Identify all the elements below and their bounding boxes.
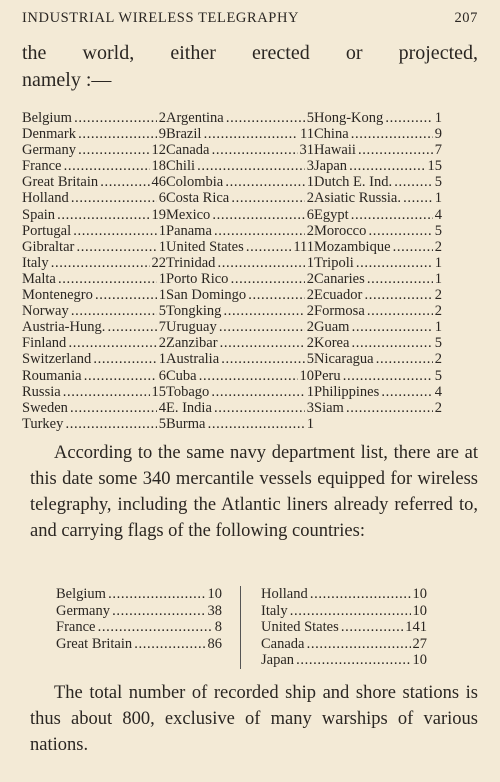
country-count: 2: [158, 110, 166, 126]
country-name: Hong-Kong . . .: [314, 110, 433, 126]
country-name: Panama . . .: [166, 223, 305, 239]
country-count: 1: [434, 190, 442, 207]
table-row: [166, 190, 314, 206]
table-row: [166, 303, 314, 319]
intro-text: [22, 40, 478, 94]
country-count: 46: [151, 174, 166, 191]
country-count: 5: [306, 110, 314, 126]
table-row: [56, 586, 222, 603]
vessel-column-1: [56, 586, 241, 669]
country-name: China . . .: [314, 126, 433, 142]
country-name: United States . . .: [166, 239, 291, 255]
country-count: 5: [158, 415, 166, 432]
country-count: 1: [158, 222, 166, 239]
table-row: [22, 207, 166, 223]
country-name: Germany . . .: [56, 603, 206, 620]
running-header: [22, 10, 478, 27]
page-number: 207: [454, 10, 478, 26]
country-name: Montenegro . . .: [22, 287, 157, 303]
country-count: 3: [306, 158, 314, 175]
table-row: [314, 223, 442, 239]
country-name: Chili . . .: [166, 158, 305, 174]
country-count: 2: [434, 287, 442, 304]
country-count: 1: [434, 319, 442, 336]
table-row: [166, 271, 314, 287]
table-row: [22, 303, 166, 319]
table-row: [56, 603, 222, 620]
intro-line-2: namely :—: [22, 69, 112, 91]
country-count: 1: [158, 287, 166, 304]
table-row: [314, 255, 442, 271]
country-count: 10: [299, 367, 314, 384]
country-name: Tripoli . . .: [314, 255, 433, 271]
country-count: 31: [299, 142, 314, 159]
country-name: Mozambique . . .: [314, 239, 433, 255]
country-name: Philippines . . .: [314, 384, 433, 400]
country-count: 1: [434, 110, 442, 126]
country-count: 2: [306, 190, 314, 207]
table-row: [166, 368, 314, 384]
country-count: 10: [412, 652, 427, 668]
country-count: 38: [207, 602, 222, 619]
country-count: 2: [434, 303, 442, 320]
country-count: 27: [412, 635, 427, 652]
running-title: INDUSTRIAL WIRELESS TELEGRAPHY: [22, 10, 300, 26]
table-row: [22, 174, 166, 190]
country-name: Russia . . .: [22, 384, 150, 400]
country-count: 7: [158, 319, 166, 336]
country-name: Canaries . . .: [314, 271, 433, 287]
table-row: [22, 416, 166, 432]
country-name: Korea . . .: [314, 335, 433, 351]
intro-word: projected,: [398, 42, 478, 64]
table-row: [166, 319, 314, 335]
country-count: 2: [306, 287, 314, 304]
table-row: [22, 126, 166, 142]
country-name: Finland . . .: [22, 335, 157, 351]
station-column-1: [22, 110, 166, 432]
intro-line-1: [22, 40, 478, 67]
country-count: 5: [434, 367, 442, 384]
table-row: [261, 619, 427, 636]
country-name: Trinidad . . .: [166, 255, 305, 271]
country-name: Morocco . . .: [314, 223, 433, 239]
table-row: [166, 287, 314, 303]
table-row: [56, 619, 222, 636]
table-row: [314, 368, 442, 384]
country-count: 8: [214, 619, 222, 635]
paragraph-mercantile-vessels: According to the same navy department list, there are at this date some 340 mercantile vessels equipped for wireless telegraphy, including the Atlantic liners already referred to, and carrying flags of the following countries:: [30, 443, 478, 541]
country-name: Japan . . .: [261, 652, 411, 669]
table-row: [22, 271, 166, 287]
country-count: 2: [306, 222, 314, 239]
country-name: Siam . . .: [314, 400, 433, 416]
country-name: Holland . . .: [261, 586, 411, 603]
country-name: San Domingo . . .: [166, 287, 305, 303]
country-name: Belgium . . .: [22, 110, 157, 126]
country-name: Cuba . . .: [166, 368, 298, 384]
country-count: 2: [306, 270, 314, 287]
country-name: Germany . . .: [22, 142, 150, 158]
country-name: Roumania . . .: [22, 368, 157, 384]
table-row: [314, 335, 442, 351]
country-name: Italy . . .: [22, 255, 150, 271]
intro-word: the: [22, 42, 47, 64]
country-count: 5: [158, 303, 166, 320]
table-row: [261, 652, 427, 669]
table-row: [314, 239, 442, 255]
country-name: Colombia . . .: [166, 174, 305, 190]
table-row: [166, 384, 314, 400]
country-count: 12: [151, 142, 166, 159]
table-row: [22, 142, 166, 158]
table-row: [22, 287, 166, 303]
country-name: Sweden . . .: [22, 400, 157, 416]
country-name: Guam . . .: [314, 319, 433, 335]
table-row: [314, 207, 442, 223]
country-count: 5: [434, 335, 442, 352]
table-row: [314, 142, 442, 158]
country-name: Italy . . .: [261, 603, 411, 620]
table-row: [22, 368, 166, 384]
country-name: E. India . . .: [166, 400, 305, 416]
country-name: Belgium . . .: [56, 586, 206, 603]
country-count: 5: [306, 351, 314, 368]
country-count: 4: [158, 399, 166, 416]
country-count: 19: [151, 206, 166, 223]
table-row: [56, 636, 222, 653]
table-row: [22, 158, 166, 174]
country-count: 11: [300, 126, 314, 143]
table-row: [261, 636, 427, 653]
country-name: Turkey . . .: [22, 416, 157, 432]
country-count: 10: [412, 602, 427, 619]
country-count: 1: [158, 351, 166, 368]
table-row: [166, 158, 314, 174]
country-count: 18: [151, 158, 166, 175]
paragraph-total-stations: The total number of recorded ship and shore stations is thus about 800, exclusive of many warships of various nations.: [30, 683, 478, 755]
country-count: 3: [306, 399, 314, 416]
table-row: [22, 351, 166, 367]
table-row: [314, 400, 442, 416]
country-name: Formosa . . .: [314, 303, 433, 319]
country-name: Australia . . .: [166, 351, 305, 367]
station-column-2: [166, 110, 314, 432]
intro-word: erected: [251, 42, 310, 64]
country-name: Great Britain . . .: [22, 174, 150, 190]
country-count: 6: [306, 206, 314, 223]
country-name: Nicaragua . . .: [314, 351, 433, 367]
vessel-table: [56, 586, 436, 669]
table-row: [314, 271, 442, 287]
country-name: France . . .: [22, 158, 150, 174]
country-name: France . . .: [56, 619, 213, 636]
table-row: [166, 400, 314, 416]
country-name: Austria-Hung. . . .: [22, 319, 157, 335]
table-row: [166, 335, 314, 351]
table-row: [314, 384, 442, 400]
country-name: Norway . . .: [22, 303, 157, 319]
table-row: [22, 223, 166, 239]
country-count: 15: [151, 383, 166, 400]
table-row: [261, 603, 427, 620]
country-count: 2: [306, 303, 314, 320]
country-name: Dutch E. Ind. . . .: [314, 174, 433, 190]
table-row: [166, 239, 314, 255]
table-row: [314, 110, 442, 126]
country-count: 86: [207, 635, 222, 652]
country-name: Argentina . . .: [166, 110, 305, 126]
country-name: Tongking . . .: [166, 303, 305, 319]
country-name: Zanzibar . . .: [166, 335, 305, 351]
country-count: 6: [158, 367, 166, 384]
country-count: 10: [207, 586, 222, 602]
table-row: [22, 319, 166, 335]
country-count: 111: [293, 238, 314, 255]
country-name: Japan . . .: [314, 158, 426, 174]
country-name: United States . . .: [261, 619, 403, 636]
country-count: 4: [434, 206, 442, 223]
country-name: Costa Rica . . .: [166, 190, 305, 206]
country-name: Porto Rico . . .: [166, 271, 305, 287]
country-name: Portugal . . .: [22, 223, 157, 239]
table-row: [22, 384, 166, 400]
table-row: [314, 158, 442, 174]
country-name: Malta . . .: [22, 271, 157, 287]
table-row: [166, 110, 314, 126]
table-row: [166, 351, 314, 367]
table-row: [166, 207, 314, 223]
country-name: Brazil . . .: [166, 126, 298, 142]
country-count: 1: [158, 238, 166, 255]
country-count: 9: [434, 126, 442, 143]
country-count: 2: [434, 399, 442, 416]
country-count: 1: [306, 254, 314, 271]
country-count: 1: [306, 383, 314, 400]
table-row: [22, 255, 166, 271]
country-name: Canada . . .: [261, 636, 411, 653]
country-name: Switzerland . . .: [22, 351, 157, 367]
country-name: Peru . . .: [314, 368, 433, 384]
country-count: 141: [405, 619, 427, 635]
country-name: Tobago . . .: [166, 384, 305, 400]
table-row: [314, 287, 442, 303]
country-count: 1: [306, 174, 314, 191]
table-row: [22, 110, 166, 126]
table-row: [22, 190, 166, 206]
country-name: Asiatic Russia. . . .: [314, 190, 433, 206]
country-count: 2: [306, 319, 314, 336]
country-name: Denmark . . .: [22, 126, 157, 142]
country-name: Uruguay . . .: [166, 319, 305, 335]
table-row: [314, 319, 442, 335]
country-count: 6: [158, 190, 166, 207]
country-count: 9: [158, 126, 166, 143]
table-row: [314, 303, 442, 319]
table-row: [314, 190, 442, 206]
country-count: 5: [434, 174, 442, 191]
country-count: 2: [434, 351, 442, 368]
table-row: [166, 142, 314, 158]
country-count: 22: [151, 254, 166, 271]
country-count: 1: [434, 254, 442, 271]
table-row: [166, 416, 314, 432]
country-count: 1: [158, 270, 166, 287]
country-count: 2: [158, 335, 166, 352]
table-row: [314, 351, 442, 367]
country-count: 1: [306, 415, 314, 432]
station-table: [22, 110, 482, 432]
intro-word: world,: [82, 42, 135, 64]
country-name: Holland . . .: [22, 190, 157, 206]
station-column-3: [314, 110, 442, 432]
country-count: 10: [412, 586, 427, 602]
country-name: Great Britain . . .: [56, 636, 206, 653]
country-name: Canada . . .: [166, 142, 298, 158]
country-count: 2: [306, 335, 314, 352]
country-count: 4: [434, 383, 442, 400]
country-count: 5: [434, 222, 442, 239]
country-name: Egypt . . .: [314, 207, 433, 223]
country-name: Burma . . .: [166, 416, 305, 432]
table-row: [261, 586, 427, 603]
country-count: 2: [434, 238, 442, 255]
country-count: 7: [434, 142, 442, 159]
vessel-column-2: [241, 586, 427, 669]
country-name: Gibraltar . . .: [22, 239, 157, 255]
country-name: Mexico . . .: [166, 207, 305, 223]
table-row: [166, 174, 314, 190]
country-name: Ecuador . . .: [314, 287, 433, 303]
table-row: [166, 126, 314, 142]
country-name: Spain . . .: [22, 207, 150, 223]
intro-word: either: [170, 42, 216, 64]
table-row: [22, 400, 166, 416]
country-count: 1: [434, 270, 442, 287]
intro-word: or: [345, 42, 363, 64]
country-count: 15: [427, 158, 442, 175]
table-row: [166, 255, 314, 271]
country-name: Hawaii . . .: [314, 142, 433, 158]
table-row: [314, 126, 442, 142]
table-row: [22, 239, 166, 255]
table-row: [314, 174, 442, 190]
table-row: [166, 223, 314, 239]
table-row: [22, 335, 166, 351]
